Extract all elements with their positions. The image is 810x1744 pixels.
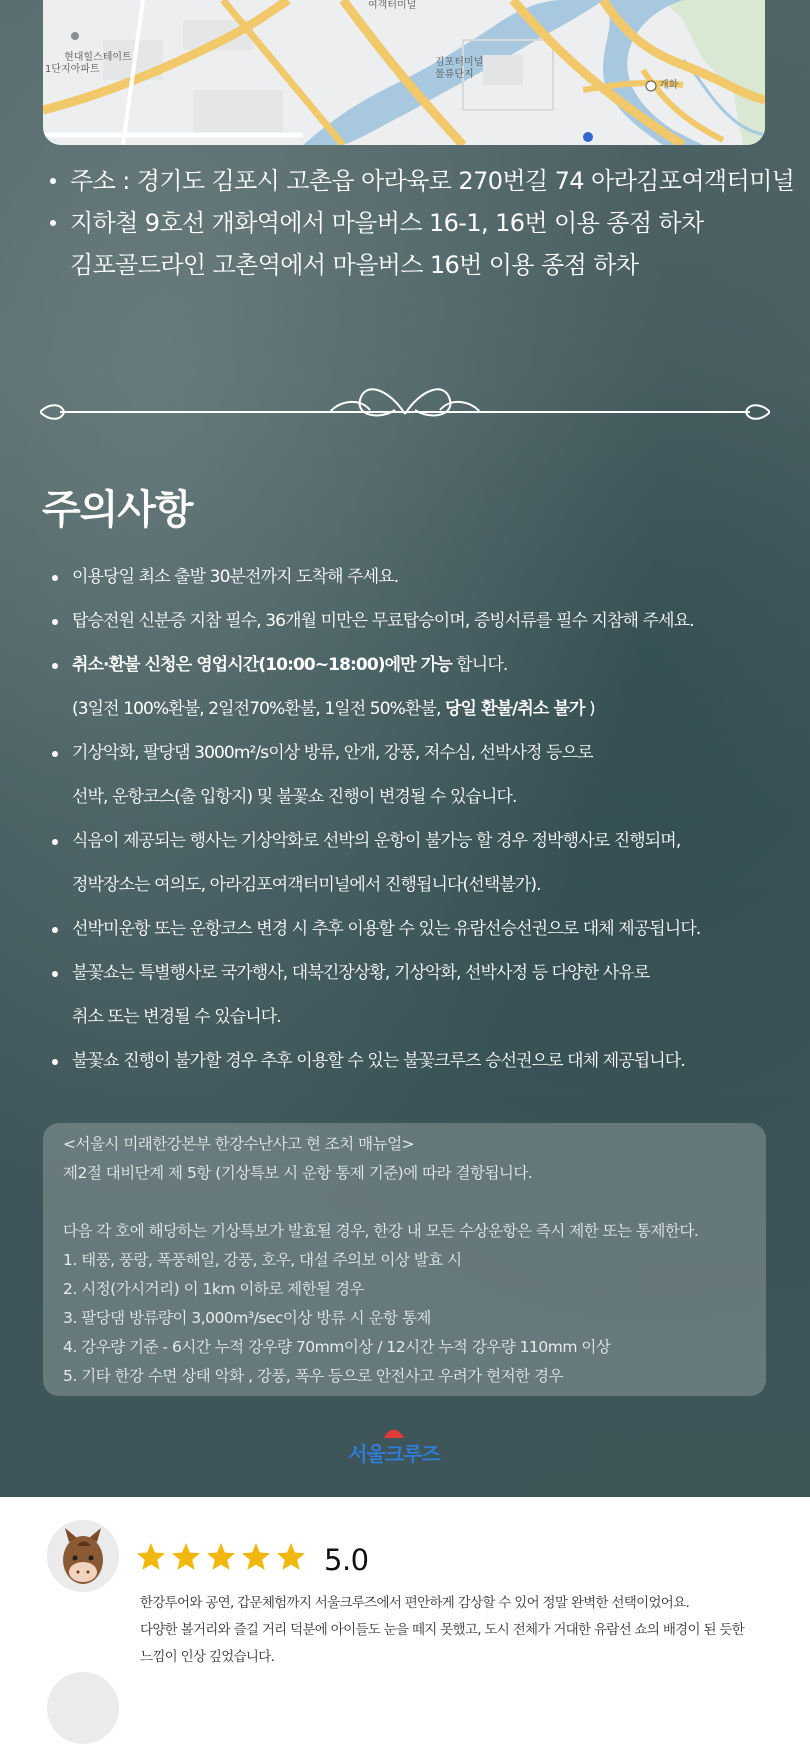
subway-text: 지하철 9호선 개화역에서 마을버스 16-1, 16번 이용 종점 하차 (70, 209, 704, 237)
star-icon (135, 1541, 167, 1573)
notice-text: 선박미운항 또는 운항코스 변경 시 추후 이용할 수 있는 유람선승선권으로 대체 제공됩니다. (72, 919, 701, 939)
notice-item-continued (52, 1006, 772, 1029)
logo-text: 서울크루즈 (348, 1442, 440, 1466)
notice-item (52, 566, 772, 589)
notice-text: 정박장소는 여의도, 아라김포여객터미널에서 진행됩니다(선택불가). (72, 875, 541, 895)
notice-item (52, 962, 772, 985)
notice-item (52, 742, 772, 765)
notice-list (52, 566, 772, 1094)
bullet-dot (50, 178, 56, 184)
bullet-dot (52, 663, 58, 669)
bullet-dot (52, 971, 58, 977)
notice-text: 이용당일 최소 출발 30분전까지 도착해 주세요. (72, 567, 399, 587)
notice-text: 불꽃쇼 진행이 불가할 경우 추후 이용할 수 있는 불꽃크루즈 승선권으로 대체 제공됩니다. (72, 1051, 685, 1071)
notice-item (52, 918, 772, 941)
manual-line: 4. 강우량 기준 - 6시간 누적 강우량 70mm이상 / 12시간 누적 강우량 110mm 이상 (63, 1338, 611, 1356)
bullet-dot (52, 575, 58, 581)
goldline-directions (48, 244, 768, 286)
manual-line: 2. 시정(가시거리) 이 1km 이하로 제한될 경우 (63, 1280, 364, 1298)
notice-text: 불꽃쇼는 특별행사로 국가행사, 대북긴장상황, 기상악화, 선박사정 등 다양한 사유로 (72, 963, 650, 983)
address-line (48, 160, 795, 202)
horse-avatar-icon (47, 1520, 119, 1592)
notice-text: 기상악화, 팔당댐 3000m²/s이상 방류, 안개, 강풍, 저수심, 선박사정 등으로 (72, 743, 593, 763)
address-text: 주소 : 경기도 김포시 고촌읍 아라육로 270번길 74 아라김포여객터미널 (70, 167, 795, 195)
notice-text: 선박, 운항코스(출 입항지) 및 불꽃쇼 진행이 변경될 수 있습니다. (72, 787, 517, 807)
map-graphic (43, 0, 765, 145)
notice-item-continued (52, 786, 772, 809)
bullet-dot (52, 619, 58, 625)
manual-line: 5. 기타 한강 수면 상태 악화 , 강풍, 폭우 등으로 안전사고 우려가 현저한 경우 (63, 1367, 563, 1385)
notice-text: 합니다. (451, 655, 508, 675)
subway-directions (48, 202, 768, 244)
map-label-ic: 개화 (659, 80, 679, 91)
ornament-divider (40, 370, 770, 420)
bullet-dot (52, 1059, 58, 1065)
rating-score: 5.0 (324, 1543, 369, 1577)
manual-line: 제2절 대비단계 제 5항 (기상특보 시 운항 통제 기준)에 따라 결항됩니다. (63, 1164, 533, 1182)
rating-stars (135, 1541, 307, 1575)
notice-emphasis: 취소·환불 신청은 영업시간(10:00~18:00)에만 가능 (72, 655, 452, 675)
goldline-text: 김포골드라인 고촌역에서 마을버스 16번 이용 종점 하차 (70, 251, 639, 279)
notice-item-continued (52, 874, 772, 897)
star-icon (170, 1541, 202, 1573)
notice-text: ) (584, 699, 595, 719)
map-label-apartment: 현대힐스테이트 1단지아파트 (45, 52, 132, 75)
next-reviewer-avatar (47, 1672, 119, 1744)
star-icon (205, 1541, 237, 1573)
review-line: 느낌이 인상 깊었습니다. (140, 1649, 275, 1665)
manual-line: 1. 태풍, 풍랑, 폭풍해일, 강풍, 호우, 대설 주의보 이상 발효 시 (63, 1251, 462, 1269)
review-text (140, 1590, 780, 1671)
notice-item-continued (52, 698, 772, 721)
notice-text: 식음이 제공되는 행사는 기상악화로 선박의 운항이 불가능 할 경우 정박행사로 진행되며, (72, 831, 681, 851)
notice-text: 취소 또는 변경될 수 있습니다. (72, 1007, 281, 1027)
review-card (0, 1497, 810, 1682)
notice-item (52, 654, 772, 677)
review-line: 다양한 볼거리와 즐길 거리 덕분에 아이들도 눈을 떼지 못했고, 도시 전체가 거대한 유람선 쇼의 배경이 된 듯한 (140, 1622, 745, 1638)
notice-emphasis: 당일 환불/취소 불가 (444, 699, 585, 719)
review-line: 한강투어와 공연, 갑문체험까지 서울크루즈에서 편안하게 감상할 수 있어 정말 완벽한 선택이었어요. (140, 1595, 690, 1611)
map-label-logistics: 김포터미널 물류단지 (435, 57, 484, 80)
notice-item (52, 830, 772, 853)
manual-heading: <서울시 미래한강본부 한강수난사고 현 조치 매뉴얼> (63, 1135, 415, 1153)
map-label-terminal: 여객터미널 (368, 0, 417, 11)
brand-logo (338, 1424, 450, 1464)
notice-text: (3일전 100%환불, 2일전70%환불, 1일전 50%환불, (72, 699, 445, 719)
manual-line: 다음 각 호에 해당하는 기상특보가 발효될 경우, 한강 내 모든 수상운항은 즉시 제한 또는 통제한다. (63, 1222, 699, 1240)
notice-item (52, 610, 772, 633)
bullet-dot (52, 751, 58, 757)
manual-line: 3. 팔당댐 방류량이 3,000m³/sec이상 방류 시 운항 통제 (63, 1309, 431, 1327)
star-icon (275, 1541, 307, 1573)
reviewer-avatar (47, 1520, 119, 1592)
star-icon (240, 1541, 272, 1573)
notice-text: 탑승전원 신분증 지참 필수, 36개월 미만은 무료탑승이며, 증빙서류를 필수 지참해 주세요. (72, 611, 694, 631)
bullet-dot (52, 927, 58, 933)
bullet-dot (50, 220, 56, 226)
notice-title: 주의사항 (42, 487, 193, 533)
location-map[interactable] (43, 0, 765, 145)
address-block (48, 160, 795, 286)
notice-item (52, 1050, 772, 1073)
bullet-dot (52, 839, 58, 845)
safety-manual-box (43, 1123, 766, 1396)
